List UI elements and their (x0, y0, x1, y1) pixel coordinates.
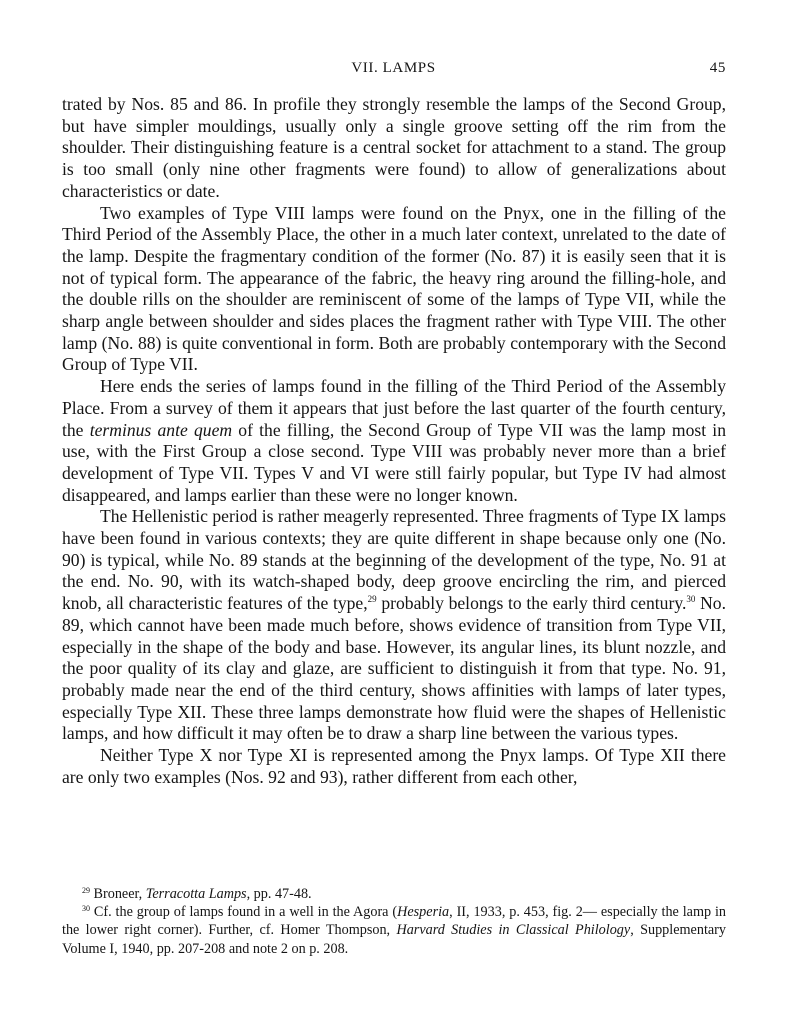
paragraph-4-part-b: probably belongs to the early third century. (376, 593, 687, 614)
paragraph-4 (62, 506, 726, 745)
footnote-number: 29 (82, 886, 90, 895)
page-number: 45 (709, 60, 726, 76)
footnote-30-part-b: , II, 1933, p. 453, fig. 2— especially the lamp in the lower right corner). Further, cf. Homer Thompson, (62, 904, 727, 939)
paragraph-1: trated by Nos. 85 and 86. In profile they strongly resemble the lamps of the Second Group, but have simpler mouldings, usually only a single groove setting off the rim from the shoulder. Their distinguishing feature is a central socket for attachment to a stand. The group is too small (only nine other fragments were found) to allow of generalizations about characteristics or date. (62, 94, 726, 201)
paragraph-3-italic-term: terminus ante quem (89, 419, 233, 440)
running-head (0, 60, 787, 82)
footnote-number: 30 (82, 904, 90, 914)
footnote-30 (62, 903, 726, 958)
running-title: VII. LAMPS (351, 60, 436, 76)
footnote-ref-30[interactable]: 30 (686, 594, 696, 605)
footnote-29-part-b: , pp. 47-48. (246, 886, 312, 902)
paragraph-3-part-b: of the filling, the Second Group of Type VII was the lamp most in use, with the First Group a close second. Type VIII was probably never more than a brief development of Type VII. Types V and VI were still fairly popular, but Type IV had almost disappeared, and lamps earlier than these were no longer known. (62, 419, 726, 505)
footnote-29-part-a: Broneer, (93, 886, 146, 902)
footnotes (62, 885, 726, 958)
footnote-30-italic-series: Harvard Studies in Classical Philology (396, 922, 631, 939)
footnote-29 (62, 885, 726, 903)
footnote-30-part-c: , Supplementary Volume I, 1940, pp. 207-208 and note 2 on p. 208. (62, 922, 726, 957)
paragraph-4-part-c: No. 89, which cannot have been made much before, shows evidence of transition from Type VII, especially in the shape of the body and base. However, its angular lines, its blunt nozzle, and the poor quality of its clay and glaze, are sufficient to distinguish it from that type. No. 91, probably made near the end of the third century, shows affinities with lamps of later types, especially Type XII. These three lamps demonstrate how fluid were the shapes of Hellenistic lamps, and how difficult it may often be to draw a sharp line between the various types. (62, 593, 726, 744)
paragraph-3 (62, 376, 726, 506)
footnote-30-italic-journal: Hesperia (397, 904, 450, 921)
paragraph-2: Two examples of Type VIII lamps were found on the Pnyx, one in the filling of the Third Period of the Assembly Place, the other in a much later context, unrelated to the date of the lamp. Despite the fragmentary condition of the former (No. 87) it is easily seen that it is not of typical form. The appearance of the fabric, the heavy ring around the filling-hole, and the double rills on the shoulder are reminiscent of some of the lamps of Type VII, while the sharp angle between shoulder and sides places the fragment rather with Type VIII. The other lamp (No. 88) is quite conventional in form. Both are probably contemporary with the Second Group of Type VII. (62, 202, 726, 375)
paragraph-5: Neither Type X nor Type XI is represented among the Pnyx lamps. Of Type XII there are only two examples (Nos. 92 and 93), rather different from each other, (62, 745, 726, 787)
paragraph-3-part-a: Here ends the series of lamps found in the filling of the Third Period of the Assembly Place. From a survey of them it appears that just before the last quarter of the fourth century, the (62, 376, 726, 440)
footnote-29-italic-title: Terracotta Lamps (145, 886, 247, 902)
body-text (62, 94, 726, 789)
footnote-ref-29[interactable]: 29 (367, 594, 377, 605)
paragraph-4-part-a: The Hellenistic period is rather meagerly represented. Three fragments of Type IX lamps have been found in various contexts; they are quite different in shape because only one (No. 90) is typical, while No. 89 stands at the beginning of the development of the type, No. 91 at the end. No. 90, with its watch-shaped body, deep groove encircling the rim, and pierced knob, all characteristic features of the type, (62, 506, 726, 614)
footnote-30-part-a: Cf. the group of lamps found in a well in the Agora ( (93, 904, 398, 921)
